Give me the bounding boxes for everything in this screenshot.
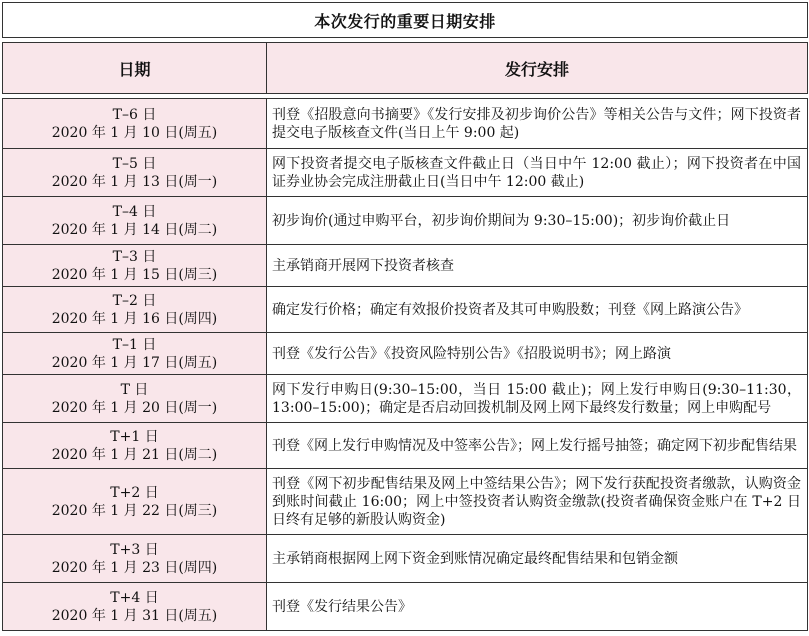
calendar-date: 2020 年 1 月 20 日(周一) — [51, 399, 218, 416]
plan-cell: 主承销商根据网上网下资金到账情况确定最终配售结果和包销金额 — [267, 535, 808, 583]
date-cell — [3, 99, 267, 149]
day-code: T–3 日 — [112, 248, 157, 265]
plan-cell: 网下发行申购日(9:30–15:00，当日 15:00 截止)；网上发行申购日(9:30–11:30，13:00–15:00)；确定是否启动回拨机制及网上网下最终发行数量；网上申购配号 — [267, 375, 808, 423]
table-row — [3, 245, 808, 287]
date-cell — [3, 375, 267, 423]
schedule-body — [3, 99, 808, 631]
calendar-date: 2020 年 1 月 31 日(周五) — [51, 607, 218, 624]
date-cell — [3, 149, 267, 197]
header-date: 日期 — [3, 43, 267, 94]
day-code: T–5 日 — [112, 155, 157, 172]
plan-cell: 刊登《招股意向书摘要》《发行安排及初步询价公告》等相关公告与文件；网下投资者提交电子版核查文件(当日上午 9:00 起) — [267, 99, 808, 149]
table-row — [3, 583, 808, 631]
schedule-sheet — [2, 2, 807, 631]
day-code: T–1 日 — [112, 336, 157, 353]
day-code: T+3 日 — [110, 541, 159, 558]
header-plan: 发行安排 — [267, 43, 808, 94]
table-row — [3, 149, 808, 197]
calendar-date: 2020 年 1 月 17 日(周五) — [51, 354, 218, 371]
day-code: T–4 日 — [112, 203, 157, 220]
calendar-date: 2020 年 1 月 22 日(周三) — [51, 502, 218, 519]
plan-cell: 初步询价(通过申购平台，初步询价期间为 9:30–15:00)；初步询价截止日 — [267, 197, 808, 245]
date-cell — [3, 583, 267, 631]
date-cell — [3, 287, 267, 333]
date-cell — [3, 469, 267, 535]
calendar-date: 2020 年 1 月 23 日(周四) — [51, 559, 218, 576]
day-code: T+4 日 — [110, 589, 159, 606]
plan-cell: 刊登《发行结果公告》 — [267, 583, 808, 631]
day-code: T–2 日 — [112, 292, 157, 309]
title-row — [3, 3, 808, 38]
date-cell — [3, 535, 267, 583]
calendar-date: 2020 年 1 月 16 日(周四) — [51, 310, 218, 327]
date-cell — [3, 423, 267, 469]
day-code: T 日 — [120, 381, 149, 398]
plan-cell: 网下投资者提交电子版核查文件截止日（当日中午 12:00 截止）；网下投资者在中国证券业协会完成注册截止日(当日中午 12:00 截止) — [267, 149, 808, 197]
day-code: T–6 日 — [112, 106, 157, 123]
calendar-date: 2020 年 1 月 13 日(周一) — [51, 173, 218, 190]
table-row — [3, 469, 808, 535]
date-cell — [3, 333, 267, 375]
table-row — [3, 423, 808, 469]
plan-cell: 刊登《发行公告》《投资风险特别公告》《招股说明书》；网上路演 — [267, 333, 808, 375]
calendar-date: 2020 年 1 月 14 日(周二) — [51, 221, 218, 238]
table-title: 本次发行的重要日期安排 — [3, 3, 808, 38]
calendar-date: 2020 年 1 月 15 日(周三) — [51, 266, 218, 283]
table-row — [3, 333, 808, 375]
plan-cell: 主承销商开展网下投资者核查 — [267, 245, 808, 287]
plan-cell: 刊登《网上发行申购情况及中签率公告》；网上发行摇号抽签；确定网下初步配售结果 — [267, 423, 808, 469]
day-code: T+1 日 — [110, 428, 159, 445]
day-code: T+2 日 — [110, 484, 159, 501]
table-row — [3, 197, 808, 245]
plan-cell: 刊登《网下初步配售结果及网上中签结果公告》；网下发行获配投资者缴款，认购资金到账时间截止 16:00；网上中签投资者认购资金缴款(投资者确保资金账户在 T+2 日日终有足够的新股认购资金) — [267, 469, 808, 535]
table-row — [3, 535, 808, 583]
table-row — [3, 287, 808, 333]
date-cell — [3, 245, 267, 287]
schedule-table — [2, 2, 808, 631]
date-cell — [3, 197, 267, 245]
table-row — [3, 375, 808, 423]
header-row — [3, 43, 808, 94]
calendar-date: 2020 年 1 月 10 日(周五) — [51, 124, 218, 141]
calendar-date: 2020 年 1 月 21 日(周二) — [51, 446, 218, 463]
table-row — [3, 99, 808, 149]
plan-cell: 确定发行价格；确定有效报价投资者及其可申购股数；刊登《网上路演公告》 — [267, 287, 808, 333]
